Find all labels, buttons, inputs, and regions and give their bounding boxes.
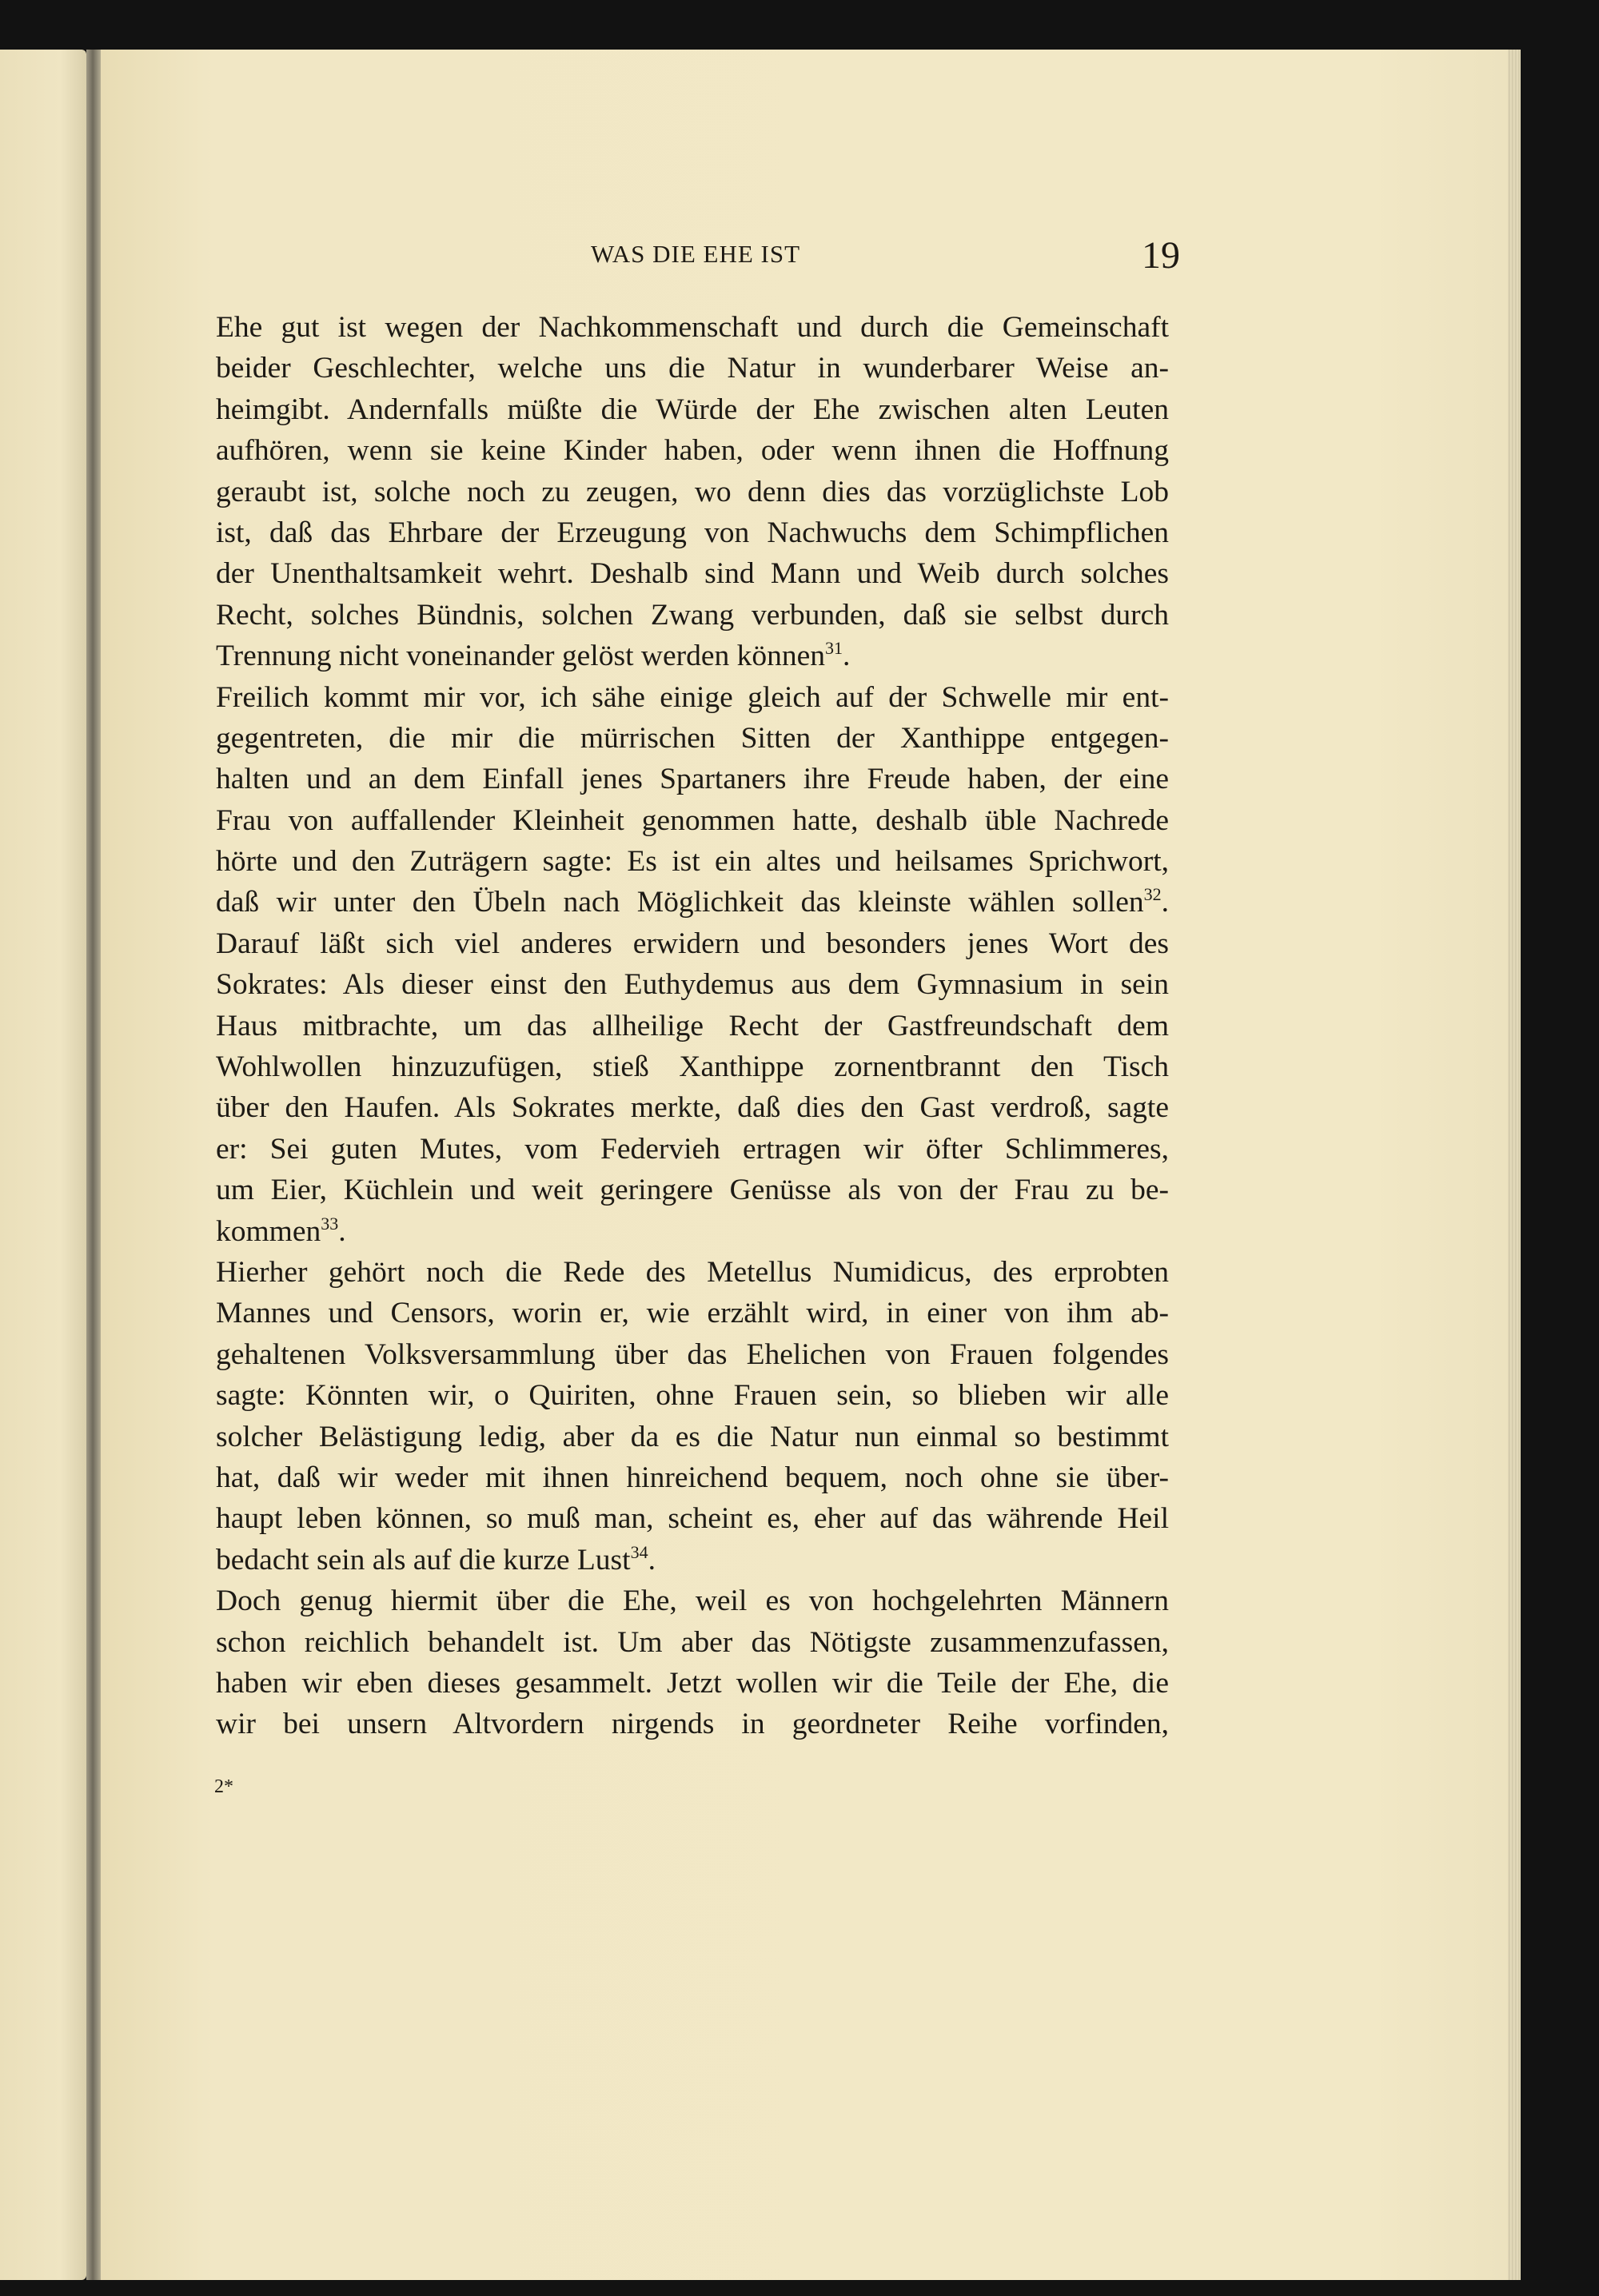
line-text: bedacht sein als auf die kurze Lust — [216, 1543, 631, 1577]
line-text: wir bei unsern Altvordern nirgends in geordneter Reihe vorfinden, — [216, 1708, 1169, 1741]
line-text: Recht, solches Bündnis, solchen Zwang verbunden, daß sie selbst durch — [216, 598, 1169, 632]
text-line — [216, 553, 1169, 594]
footnote-marker: 34 — [630, 1541, 648, 1562]
line-text: der Unenthaltsamkeit wehrt. Deshalb sind Mann und Weib durch solches — [216, 557, 1169, 591]
line-text: Darauf läßt sich viel anderes erwidern und besonders jenes Wort des — [216, 927, 1169, 960]
page-stack-edge — [1508, 50, 1521, 2280]
footnote-marker: 32 — [1143, 884, 1162, 905]
text-line — [216, 348, 1169, 389]
text-line — [216, 1417, 1169, 1457]
text-line — [216, 307, 1169, 348]
text-line — [216, 677, 1169, 718]
line-text: haupt leben können, so muß man, scheint es, eher auf das währende Heil — [216, 1502, 1169, 1536]
text-line — [216, 1540, 1169, 1580]
line-punctuation: . — [1161, 886, 1169, 919]
book-gutter — [86, 50, 101, 2280]
line-text: er: Sei guten Mutes, vom Federvieh ertragen wir öfter Schlimmeres, — [216, 1132, 1169, 1166]
line-text: hörte und den Zuträgern sagte: Es ist ein altes und heilsames Sprichwort, — [216, 845, 1169, 879]
line-text: Wohlwollen hinzuzufügen, stieß Xanthippe zornentbrannt den Tisch — [216, 1050, 1169, 1084]
text-line — [216, 472, 1169, 512]
text-line — [216, 1580, 1169, 1621]
line-text: heimgibt. Andernfalls müßte die Würde der Ehe zwischen alten Leuten — [216, 393, 1169, 426]
line-text: Haus mitbrachte, um das allheilige Recht der Gastfreundschaft dem — [216, 1009, 1169, 1042]
line-punctuation: . — [843, 640, 851, 673]
line-text: gehaltenen Volksversammlung über das Ehelichen von Frauen folgendes — [216, 1337, 1169, 1371]
text-line — [216, 1211, 1169, 1252]
line-text: Ehe gut ist wegen der Nachkommenschaft und durch die Gemeinschaft — [216, 311, 1169, 344]
text-line — [216, 1170, 1169, 1210]
line-text: um Eier, Küchlein und weit geringere Genüsse als von der Frau zu be- — [216, 1174, 1169, 1207]
left-page-edge — [0, 50, 86, 2280]
line-text: Hierher gehört noch die Rede des Metellus Numidicus, des erprobten — [216, 1255, 1169, 1289]
line-text: Mannes und Censors, worin er, wie erzählt wird, in einer von ihm ab- — [216, 1297, 1169, 1330]
text-line — [216, 1293, 1169, 1333]
text-line — [216, 1375, 1169, 1416]
text-line — [216, 1663, 1169, 1704]
text-line — [216, 1457, 1169, 1498]
text-line — [216, 595, 1169, 636]
line-text: beider Geschlechter, welche uns die Natur in wunderbarer Weise an- — [216, 352, 1169, 385]
line-punctuation: . — [338, 1214, 346, 1248]
line-text: geraubt ist, solche noch zu zeugen, wo denn dies das vorzüglichste Lob — [216, 475, 1169, 508]
text-line — [216, 1006, 1169, 1046]
signature-mark: 2* — [214, 1776, 233, 1797]
running-title: WAS DIE EHE IST — [590, 240, 801, 268]
page-number: 19 — [1142, 234, 1180, 277]
text-line — [216, 964, 1169, 1005]
text-line — [216, 1129, 1169, 1170]
line-text: Frau von auffallender Kleinheit genommen hatte, deshalb üble Nachrede — [216, 803, 1169, 837]
line-text: gegentreten, die mir die mürrischen Sitten der Xanthippe entgegen- — [216, 721, 1169, 755]
text-line — [216, 1704, 1169, 1744]
text-line — [216, 1334, 1169, 1375]
text-line — [216, 841, 1169, 882]
line-text: daß wir unter den Übeln nach Möglichkeit das kleinste wählen sollen — [216, 886, 1144, 919]
line-text: Freilich kommt mir vor, ich sähe einige gleich auf der Schwelle mir ent- — [216, 680, 1169, 714]
footnote-marker: 33 — [321, 1213, 339, 1234]
text-line — [216, 882, 1169, 923]
line-text: Sokrates: Als dieser einst den Euthydemus aus dem Gymnasium in sein — [216, 968, 1169, 1002]
line-text: über den Haufen. Als Sokrates merkte, daß dies den Gast verdroß, sagte — [216, 1091, 1169, 1125]
line-text: kommen — [216, 1214, 321, 1248]
text-line — [216, 1622, 1169, 1663]
text-line — [216, 636, 1169, 676]
body-text — [216, 307, 1169, 1745]
line-text: Trennung nicht voneinander gelöst werden können — [216, 640, 825, 673]
line-text: Doch genug hiermit über die Ehe, weil es von hochgelehrten Männern — [216, 1584, 1169, 1618]
text-line — [216, 1087, 1169, 1128]
line-text: schon reichlich behandelt ist. Um aber das Nötigste zusammenzufassen, — [216, 1625, 1169, 1659]
running-head — [216, 234, 1180, 277]
text-line — [216, 1252, 1169, 1293]
text-line — [216, 512, 1169, 553]
text-line — [216, 430, 1169, 471]
line-text: ist, daß das Ehrbare der Erzeugung von Nachwuchs dem Schimpflichen — [216, 516, 1169, 549]
text-line — [216, 759, 1169, 799]
text-line — [216, 800, 1169, 841]
text-line — [216, 389, 1169, 430]
footnote-marker: 31 — [825, 638, 843, 659]
line-text: sagte: Könnten wir, o Quiriten, ohne Frauen sein, so blieben wir alle — [216, 1379, 1169, 1413]
line-text: hat, daß wir weder mit ihnen hinreichend bequem, noch ohne sie über- — [216, 1461, 1169, 1494]
line-text: halten und an dem Einfall jenes Spartaners ihre Freude haben, der eine — [216, 763, 1169, 796]
text-line — [216, 1498, 1169, 1539]
text-line — [216, 923, 1169, 964]
line-punctuation: . — [648, 1543, 656, 1577]
text-line — [216, 718, 1169, 759]
text-line — [216, 1046, 1169, 1087]
line-text: haben wir eben dieses gesammelt. Jetzt wollen wir die Teile der Ehe, die — [216, 1666, 1169, 1700]
line-text: solcher Belästigung ledig, aber da es die Natur nun einmal so bestimmt — [216, 1420, 1169, 1453]
line-text: aufhören, wenn sie keine Kinder haben, oder wenn ihnen die Hoffnung — [216, 434, 1169, 468]
